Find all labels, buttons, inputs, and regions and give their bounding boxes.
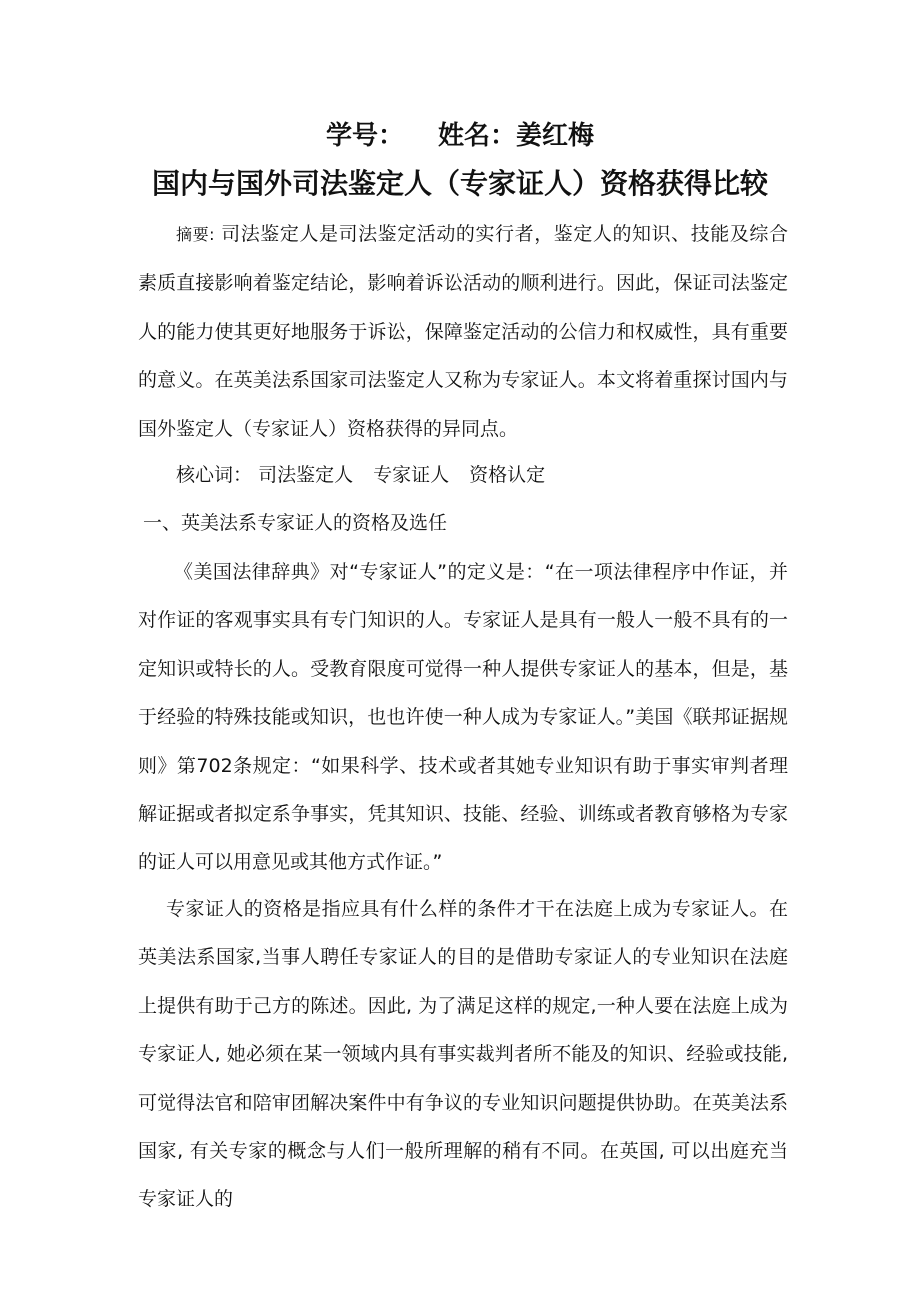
abstract-paragraph	[138, 210, 788, 453]
body-paragraph-definition: 《美国法律辞典》对“专家证人”的定义是：“在一项法律程序中作证，并对作证的客观事实具有专门知识的人。专家证人是具有一般人一般不具有的一定知识或特长的人。受教育限度可觉得一种人提供专家证人的基本，但是，基于经验的特殊技能或知识，也也许使一种人成为专家证人。”美国《联邦证据规则》第702条规定：“如果科学、技术或者其她专业知识有助于事实审判者理解证据或者拟定系争事实，凭其知识、技能、经验、训练或者教育够格为专家的证人可以用意见或其他方式作证。”	[138, 561, 788, 874]
keyword-item: 资格认定	[469, 464, 546, 486]
keywords-line	[138, 451, 826, 499]
student-info-line	[0, 116, 920, 156]
keyword-item: 专家证人	[373, 464, 450, 486]
section-heading: 一、英美法系专家证人的资格及选任	[143, 512, 448, 534]
abstract-text: 司法鉴定人是司法鉴定活动的实行者，鉴定人的知识、技能及综合素质直接影响着鉴定结论，影响着诉讼活动的顺利进行。因此，保证司法鉴定人的能力使其更好地服务于诉讼，保障鉴定活动的公信力和权威性，具有重要的意义。在英美法系国家司法鉴定人又称为专家证人。本文将着重探讨国内与国外鉴定人（专家证人）资格获得的异同点。	[138, 223, 788, 440]
keyword-item: 司法鉴定人	[258, 464, 354, 486]
student-name-label: 姓名：姜红梅	[438, 121, 595, 151]
body-paragraph-qualification: 专家证人的资格是指应具有什么样的条件才干在法庭上成为专家证人。在英美法系国家,当事人聘任专家证人的目的是借助专家证人的专业知识在法庭上提供有助于己方的陈述。因此, 为了满足这样的规定,一种人要在法庭上成为专家证人, 她必须在某一领域内具有事实裁判者所不能及的知识、经验或技能, 可觉得法官和陪审团解决案件中有争议的专业知识问题提供协助。在英美法系国家, 有关专家的概念与人们一般所理解的稍有不同。在英国, 可以出庭充当专家证人的	[138, 898, 788, 1211]
document-title: 国内与国外司法鉴定人（专家证人）资格获得比较	[151, 167, 768, 200]
student-id-label: 学号：	[325, 121, 404, 151]
keywords-label: 核心词：	[176, 464, 253, 486]
abstract-label: 摘要:	[176, 225, 215, 244]
